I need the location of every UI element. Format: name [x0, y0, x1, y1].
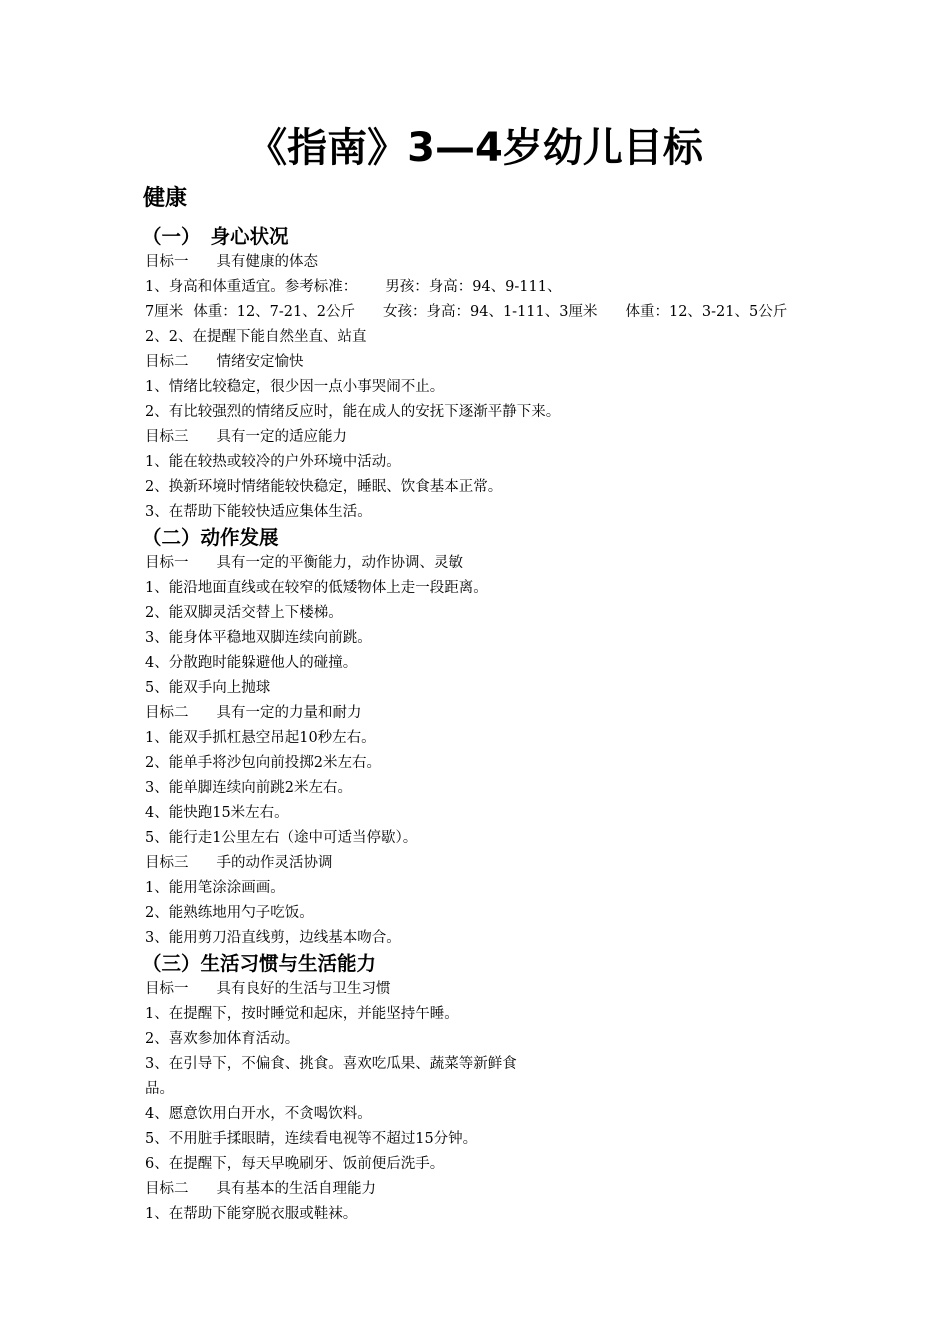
- part-heading: （二）动作发展: [142, 526, 279, 549]
- list-item: 3、能单脚连续向前跳2米左右。: [145, 780, 352, 796]
- target-line: [145, 1177, 825, 1202]
- target-line: [145, 701, 825, 726]
- section-title: 健康: [143, 186, 188, 211]
- target-text: 具有一定的适应能力: [216, 429, 347, 445]
- list-item: 1、在帮助下能穿脱衣服或鞋袜。: [145, 1206, 358, 1222]
- target-text: 具有一定的力量和耐力: [216, 705, 362, 721]
- target-line: [145, 977, 825, 1002]
- list-item: 5、不用脏手揉眼睛，连续看电视等不超过15分钟。: [145, 1131, 478, 1147]
- target-label: 目标一: [145, 254, 189, 270]
- list-item: 2、喜欢参加体育活动。: [145, 1031, 300, 1047]
- list-item: 4、分散跑时能躲避他人的碰撞。: [145, 655, 358, 671]
- target-label: 目标二: [145, 354, 189, 370]
- target-text: 手的动作灵活协调: [216, 855, 333, 871]
- target-label: 目标三: [145, 855, 189, 871]
- list-item: 2、能双脚灵活交替上下楼梯。: [145, 605, 343, 621]
- part-heading-number: （一）: [142, 225, 201, 248]
- list-item-text: 体重：12、3-21、5公斤: [625, 304, 788, 320]
- target-text: 具有健康的体态: [216, 254, 318, 270]
- list-item: 1、能双手抓杠悬空吊起10秒左右。: [145, 730, 376, 746]
- part-heading: （三）生活习惯与生活能力: [142, 952, 377, 975]
- list-item: 5、能行走1公里左右（途中可适当停歇）。: [145, 830, 418, 846]
- list-item-text: 女孩：身高：94、1-111、3厘米: [383, 304, 598, 320]
- list-item: 1、能用笔涂涂画画。: [145, 880, 285, 896]
- list-item: 2、换新环境时情绪能较快稳定，睡眠、饮食基本正常。: [145, 479, 503, 495]
- list-item: 3、在引导下，不偏食、挑食。喜欢吃瓜果、蔬菜等新鲜食: [145, 1056, 517, 1072]
- part-heading: [142, 224, 825, 250]
- list-item: 2、有比较强烈的情绪反应时，能在成人的安抚下逐渐平静下来。: [145, 404, 561, 420]
- target-line: [145, 425, 825, 450]
- target-text: 具有一定的平衡能力，动作协调、灵敏: [216, 555, 463, 571]
- list-item: 3、能用剪刀沿直线剪，边线基本吻合。: [145, 930, 401, 946]
- list-item: 2、能单手将沙包向前投掷2米左右。: [145, 755, 381, 771]
- target-text: 具有良好的生活与卫生习惯: [216, 981, 391, 997]
- list-item: 5、能双手向上抛球: [145, 680, 271, 696]
- list-item: [145, 300, 825, 325]
- list-item: 2、能熟练地用勺子吃饭。: [145, 905, 314, 921]
- target-line: [145, 851, 825, 876]
- list-item: 品。: [145, 1081, 174, 1097]
- list-item: 4、愿意饮用白开水，不贪喝饮料。: [145, 1106, 372, 1122]
- list-item: 1、能在较热或较冷的户外环境中活动。: [145, 454, 401, 470]
- target-label: 目标一: [145, 981, 189, 997]
- list-item: 1、在提醒下，按时睡觉和起床，并能坚持午睡。: [145, 1006, 459, 1022]
- target-text: 情绪安定愉快: [216, 354, 304, 370]
- document-title: 《指南》3—4岁幼儿目标: [247, 125, 703, 171]
- document-body: [142, 224, 825, 1227]
- part-heading-text: 身心状况: [210, 225, 289, 248]
- target-label: 目标一: [145, 555, 189, 571]
- target-label: 目标二: [145, 705, 189, 721]
- list-item: 1、情绪比较稳定，很少因一点小事哭闹不止。: [145, 379, 445, 395]
- list-item-text: 1、身高和体重适宜。参考标准：: [145, 279, 358, 295]
- target-text: 具有基本的生活自理能力: [216, 1181, 376, 1197]
- list-item: 2、2、在提醒下能自然坐直、站直: [145, 329, 367, 345]
- list-item: [145, 275, 825, 300]
- target-line: [145, 250, 825, 275]
- list-item: 1、能沿地面直线或在较窄的低矮物体上走一段距离。: [145, 580, 488, 596]
- list-item: 3、能身体平稳地双脚连续向前跳。: [145, 630, 372, 646]
- list-item: 4、能快跑15米左右。: [145, 805, 289, 821]
- list-item-text: 男孩：身高：94、9-111、: [385, 279, 562, 295]
- list-item-text: 7厘米: [145, 304, 184, 320]
- target-label: 目标三: [145, 429, 189, 445]
- list-item: 6、在提醒下，每天早晚刷牙、饭前便后洗手。: [145, 1156, 445, 1172]
- target-label: 目标二: [145, 1181, 189, 1197]
- target-line: [145, 551, 825, 576]
- list-item-text: 体重：12、7-21、2公斤: [193, 304, 355, 320]
- list-item: 3、在帮助下能较快适应集体生活。: [145, 504, 372, 520]
- target-line: [145, 350, 825, 375]
